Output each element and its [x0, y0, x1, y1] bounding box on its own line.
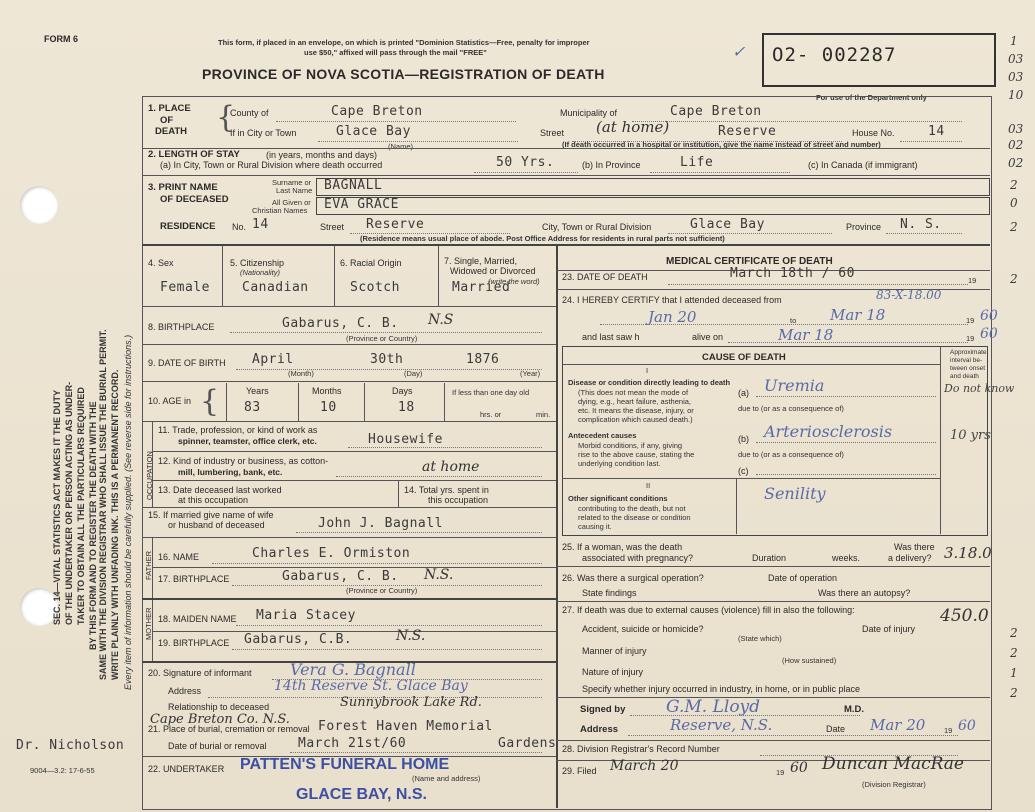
occ-13-label: 13. Date deceased last worked [158, 485, 282, 495]
occ-12-label: 12. Kind of industry or business, as cotton- [158, 456, 329, 466]
residence-no: 14 [252, 217, 269, 232]
occ-12-label-b: mill, lumbering, bank, etc. [178, 467, 283, 477]
doctor-name: Dr. Nicholson [16, 738, 125, 753]
medical-header: MEDICAL CERTIFICATE OF DEATH [666, 256, 833, 267]
attend-to-label: to [790, 316, 797, 325]
mother-maiden-label: 18. MAIDEN NAME [158, 614, 237, 624]
sex-label: 4. Sex [148, 258, 174, 268]
age-brace-icon: { [200, 384, 220, 419]
age-months-label: Months [312, 386, 342, 396]
mother-birthplace-value: Gabarus, C.B. [244, 632, 353, 647]
given-value: EVA GRACE [324, 197, 399, 212]
last-saw-value: Mar 18 [778, 326, 834, 344]
cause-i-label: I [646, 366, 649, 375]
occ-12-value: at home [422, 459, 480, 475]
envelope-note-1: This form, if placed in an envelope, on which is printed "Dominion Statistics—Free, penalty for improper [218, 38, 590, 47]
state-which-caption: (State which) [738, 634, 782, 643]
other-label-2: contributing to the death, but not [578, 504, 686, 513]
form-number: FORM 6 [44, 34, 79, 44]
given-label-2: Christian Names [252, 206, 308, 215]
mother-maiden-value: Maria Stacey [256, 608, 356, 623]
delivery-hand: 3.18.0 [944, 544, 992, 562]
house-value: 14 [928, 124, 945, 139]
citizenship-label: 5. Citizenship [230, 258, 285, 268]
occ-11-label-b: spinner, teamster, office clerk, etc. [178, 436, 317, 446]
house-label: House No. [852, 128, 895, 138]
surname-box [316, 178, 990, 196]
side-instruction-1: SEC. 14—VITAL STATISTICS ACT MAKES IT THE DUTY [52, 389, 62, 625]
father-name-value: Charles E. Ormiston [252, 546, 411, 561]
manner-label: Manner of injury [582, 646, 647, 656]
given-box [316, 197, 990, 215]
cause-b-interval: 10 yrs [950, 428, 991, 443]
name-caption: (Name) [388, 142, 414, 151]
father-birthplace-value: Gabarus, C. B. [282, 569, 399, 584]
last-saw-label: and last saw h [582, 332, 640, 342]
informant-address-label: Address [168, 686, 202, 696]
stay-label: 2. LENGTH OF STAY [148, 149, 240, 160]
department-use-label: For use of the Department only [816, 93, 927, 102]
residence-no-label: No. [232, 222, 247, 232]
undertaker-caption: (Name and address) [412, 774, 481, 783]
mother-birthplace-hand: N.S. [396, 628, 426, 644]
last-saw-year-prefix: 19 [966, 334, 975, 343]
residence-province-label: Province [846, 222, 882, 232]
margin-code: 2 [1010, 272, 1018, 286]
weeks-label: weeks. [832, 553, 861, 563]
burial-date-label: Date of burial or removal [168, 741, 267, 751]
age-years-label: Years [246, 386, 269, 396]
date-injury-label: Date of injury [862, 624, 916, 634]
operation-label: 26. Was there a surgical operation? [562, 573, 704, 583]
filed-hand: March 20 [610, 758, 679, 774]
stay-b-value: Life [680, 155, 714, 170]
delivery-label-2: a delivery? [888, 553, 932, 563]
margin-code: 10 [1008, 88, 1024, 102]
marital-sub: (write the word) [488, 277, 540, 286]
attend-year-prefix: 19 [966, 316, 975, 325]
delivery-label: Was there [894, 542, 935, 552]
age-lessday-label: If less than one day old [452, 388, 530, 397]
origin-label: 6. Racial Origin [340, 258, 402, 268]
cause-a-label: (a) [738, 388, 749, 398]
accident-label: Accident, suicide or homicide? [582, 624, 704, 634]
dob-label: 9. DATE OF BIRTH [148, 358, 226, 368]
disease-label-1: Disease or condition directly leading to death [568, 378, 731, 387]
findings-label: State findings [582, 588, 637, 598]
check-mark: ✓ [732, 42, 746, 61]
disease-label-2: (This does not mean the mode of [578, 388, 689, 397]
father-birthplace-hand: N.S. [424, 567, 454, 583]
residence-street-label: Street [320, 222, 345, 232]
marital-label-2: Widowed or Divorced [450, 266, 536, 276]
residence-note: (Residence means usual place of abode. Post Office Address for residents in rural parts not sufficient) [360, 234, 725, 243]
dob-month-caption: (Month) [288, 369, 314, 378]
city-value: Glace Bay [336, 124, 411, 139]
footer-code: 9004—3.2: 17-6-55 [30, 766, 95, 775]
antecedent-label-4: underlying condition last. [578, 459, 661, 468]
min-label: min. [536, 410, 551, 419]
antecedent-label-2: Morbid conditions, if any, giving [578, 441, 683, 450]
occ-11-label: 11. Trade, profession, or kind of work as [158, 425, 318, 435]
interval-header-4: and death [950, 373, 979, 380]
undertaker-city-stamp: GLACE BAY, N.S. [296, 786, 427, 803]
margin-code: 03 [1008, 70, 1024, 84]
signed-label: Signed by [580, 704, 626, 715]
registrar-caption: (Division Registrar) [862, 780, 926, 789]
birthplace-caption: (Province or Country) [346, 334, 418, 343]
side-instruction-2: OF THE UNDERTAKER OR PERSON ACTING AS UNDER- [64, 381, 74, 625]
age-days-value: 18 [398, 400, 415, 415]
place-label-2: OF [160, 115, 174, 126]
disease-label-3: dying, e.g., heart failure, asthenia, [578, 397, 691, 406]
margin-code: 1 [1010, 34, 1018, 48]
burial-place-label: 21. Place of burial, cremation or removal [148, 724, 310, 734]
stay-a-value: 50 Yrs. [496, 155, 555, 170]
side-instruction-5: SAME WITH THE DIVISION REGISTRAR WHO SHALL ISSUE THE BURIAL PERMIT. [98, 329, 108, 680]
margin-code: 02 [1008, 156, 1024, 170]
registrar-record-label: 28. Division Registrar's Record Number [562, 744, 720, 754]
occ-15-label: 15. If married give name of wife [148, 510, 274, 520]
alive-on-label: alive on [692, 332, 724, 342]
md-label: M.D. [844, 704, 865, 715]
father-name-label: 16. NAME [158, 552, 200, 562]
occ-15-value: John J. Bagnall [318, 516, 443, 531]
cause-b-value: Arteriosclerosis [764, 422, 893, 441]
cause-c-label: (c) [738, 466, 749, 476]
margin-code: 2 [1010, 178, 1018, 192]
burial-date-value: March 21st/60 [298, 736, 407, 751]
birthplace-hand: N.S [428, 312, 454, 328]
disease-label-5: complication which caused death.) [578, 415, 693, 424]
antecedent-label-1: Antecedent causes [568, 431, 637, 440]
margin-code: 2 [1010, 626, 1018, 640]
burial-place-value: Forest Haven Memorial [318, 719, 493, 734]
certify-label: 24. I HEREBY CERTIFY that I attended deceased from [562, 295, 782, 305]
cause-b-label: (b) [738, 434, 749, 444]
death-date-year-prefix: 19 [968, 276, 977, 285]
other-label-4: causing it. [578, 522, 612, 531]
stay-b-label: (b) In Province [582, 160, 641, 170]
stay-c-label: (c) In Canada (if immigrant) [808, 160, 918, 170]
father-birthplace-caption: (Province or Country) [346, 586, 418, 595]
dob-month: April [252, 352, 294, 367]
other-value: Senility [764, 484, 826, 503]
duration-label: Duration [752, 553, 787, 563]
marital-label: 7. Single, Married, [444, 256, 518, 266]
birthplace-value: Gabarus, C. B. [282, 316, 399, 331]
address-label: Address [580, 724, 619, 735]
registrar-signature: Duncan MacRae [822, 754, 964, 774]
name-label-1: 3. PRINT NAME [148, 182, 218, 193]
stay-label-sub: (in years, months and days) [266, 150, 378, 160]
pregnancy-label-b: associated with pregnancy? [582, 553, 694, 563]
margin-code: 1 [1010, 666, 1018, 680]
certify-hand-ref: 83-X-18.00 [876, 288, 942, 302]
residence-city-label: City, Town or Rural Division [542, 222, 652, 232]
hrs-label: hrs. or [480, 410, 502, 419]
disease-label-4: etc. It means the disease, injury, or [578, 406, 694, 415]
cause-ii-label: II [646, 481, 651, 490]
attend-from-value: Jan 20 [648, 308, 697, 326]
informant-label: 20. Signature of informant [148, 668, 252, 678]
street-value: Reserve [718, 124, 777, 139]
occupation-side-label: OCCUPATION [145, 451, 154, 500]
surname-label-2: Last Name [276, 186, 313, 195]
nature-label: Nature of injury [582, 667, 644, 677]
hospital-note: (If death occurred in a hospital or institution, give the name instead of street and number) [562, 140, 881, 149]
dob-day-caption: (Day) [404, 369, 423, 378]
name-label-2: OF DECEASED [160, 194, 229, 205]
age-label: 10. AGE in [148, 396, 192, 406]
occ-13-label-b: at this occupation [178, 495, 249, 505]
how-sustained-caption: (How sustained) [782, 656, 837, 665]
undertaker-stamp: PATTEN'S FUNERAL HOME [240, 756, 450, 773]
other-label-3: related to the disease or condition [578, 513, 691, 522]
attend-year-value: 60 [980, 308, 998, 324]
side-instruction-3: TAKER TO OBTAIN ALL THE PARTICULARS REQUIRED [76, 387, 86, 625]
birthplace-label: 8. BIRTHPLACE [148, 322, 215, 332]
occ-14-label: 14. Total yrs. spent in [404, 485, 489, 495]
margin-code: 02 [1008, 138, 1024, 152]
age-months-value: 10 [320, 400, 337, 415]
filed-year-prefix: 19 [776, 768, 785, 777]
marital-value: Married [452, 280, 511, 295]
father-birthplace-label: 17. BIRTHPLACE [158, 574, 230, 584]
surname-value: BAGNALL [324, 178, 383, 193]
filed-year: 60 [790, 760, 808, 776]
county-value: Cape Breton [331, 104, 423, 119]
side-instruction-4: BY THIS FORM AND TO REGISTER THE DEATH WITH THE [88, 401, 98, 650]
given-label: All Given or [272, 198, 311, 207]
external-causes-label: 27. If death was due to external causes (violence) fill in also the following: [562, 605, 855, 615]
informant-address-1: 14th Reserve St. Glace Bay [274, 678, 468, 694]
registration-number: O2- 002287 [772, 44, 897, 66]
age-years-value: 83 [244, 400, 261, 415]
cause-a-value: Uremia [764, 376, 825, 395]
margin-code: 2 [1010, 686, 1018, 700]
filed-label: 29. Filed [562, 766, 597, 776]
mother-side-label: MOTHER [144, 607, 153, 640]
surname-label: Surname or [272, 178, 312, 187]
document-title: PROVINCE OF NOVA SCOTIA—REGISTRATION OF DEATH [202, 66, 605, 82]
date-year: 60 [958, 718, 976, 734]
origin-value: Scotch [350, 280, 400, 295]
informant-signature: Vera G. Bagnall [290, 660, 416, 679]
occ-15-label-b: or husband of deceased [168, 520, 265, 530]
street-label: Street [540, 128, 565, 138]
due-to-label-1: due to (or as a consequence of) [738, 404, 844, 413]
street-hand-note: (at home) [596, 118, 670, 136]
signed-hand: G.M. Lloyd [666, 697, 761, 717]
municipality-value: Cape Breton [670, 104, 762, 119]
last-saw-year: 60 [980, 326, 998, 342]
interval-header-2: interval be- [950, 357, 983, 364]
interval-header-1: Approximate [950, 349, 987, 356]
place-label-1: 1. PLACE [148, 103, 191, 114]
side-instruction-6: WRITE PLAINLY WITH UNFADING INK. THIS IS A PERMANENT RECORD. [110, 369, 120, 680]
father-side-label: FATHER [144, 550, 153, 580]
city-label: If in City or Town [230, 128, 297, 138]
county-label: County of [230, 108, 269, 118]
residence-street: Reserve [366, 217, 425, 232]
autopsy-label: Was there an autopsy? [818, 588, 911, 598]
cause-a-interval: Do not know [944, 382, 1015, 395]
dob-year: 1876 [466, 352, 500, 367]
margin-code: 03 [1008, 52, 1024, 66]
date-hand: Mar 20 [870, 716, 926, 734]
external-hand-number: 450.0 [940, 606, 989, 626]
stay-a-label: (a) In City, Town or Rural Division where death occurred [160, 160, 383, 170]
death-date-value: March 18th / 60 [730, 266, 855, 281]
age-days-label: Days [392, 386, 413, 396]
cause-header: CAUSE OF DEATH [702, 352, 786, 363]
burial-hand-note: Cape Breton Co. N.S. [150, 712, 290, 727]
citizenship-value: Canadian [242, 280, 309, 295]
citizenship-sub: (Nationality) [240, 268, 281, 277]
undertaker-label: 22. UNDERTAKER [148, 764, 225, 774]
residence-province: N. S. [900, 217, 942, 232]
pregnancy-label: 25. If a woman, was the death [562, 542, 683, 552]
relationship-label: Relationship to deceased [168, 702, 270, 712]
attend-to-value: Mar 18 [830, 306, 886, 324]
occ-14-label-b: this occupation [428, 495, 489, 505]
side-instruction-7: Every item of information should be carefully supplied. (See reverse side for instructions.) [123, 334, 133, 690]
punch-hole-top [20, 186, 58, 224]
death-date-label: 23. DATE OF DEATH [562, 272, 648, 282]
residence-label: RESIDENCE [160, 221, 216, 232]
informant-address-2: Sunnybrook Lake Rd. [340, 695, 482, 710]
place-label-3: DEATH [155, 126, 188, 137]
residence-city: Glace Bay [690, 217, 765, 232]
due-to-label-2: due to (or as a consequence of) [738, 450, 844, 459]
margin-code: 0 [1010, 196, 1018, 210]
margin-code: 03 [1008, 122, 1024, 136]
occ-11-value: Housewife [368, 432, 443, 447]
municipality-label: Municipality of [560, 108, 618, 118]
dob-day: 30th [370, 352, 404, 367]
other-label-1: Other significant conditions [568, 494, 668, 503]
margin-code: 2 [1010, 646, 1018, 660]
mother-birthplace-label: 19. BIRTHPLACE [158, 638, 230, 648]
brace-icon: { [216, 100, 236, 135]
envelope-note-2: use $50," affixed will pass through the mail "FREE" [304, 48, 487, 57]
sex-value: Female [160, 280, 210, 295]
date-label: Date [826, 724, 846, 734]
address-hand: Reserve, N.S. [670, 716, 773, 734]
interval-header-3: tween onset [950, 365, 986, 372]
burial-place-value-2: Gardens [498, 736, 557, 751]
margin-code: 2 [1010, 220, 1018, 234]
date-year-prefix: 19 [944, 726, 953, 735]
antecedent-label-3: rise to the above cause, stating the [578, 450, 695, 459]
specify-label: Specify whether injury occurred in industry, in home, or in public place [582, 684, 860, 694]
dob-year-caption: (Year) [520, 369, 541, 378]
operation-date-label: Date of operation [768, 573, 838, 583]
